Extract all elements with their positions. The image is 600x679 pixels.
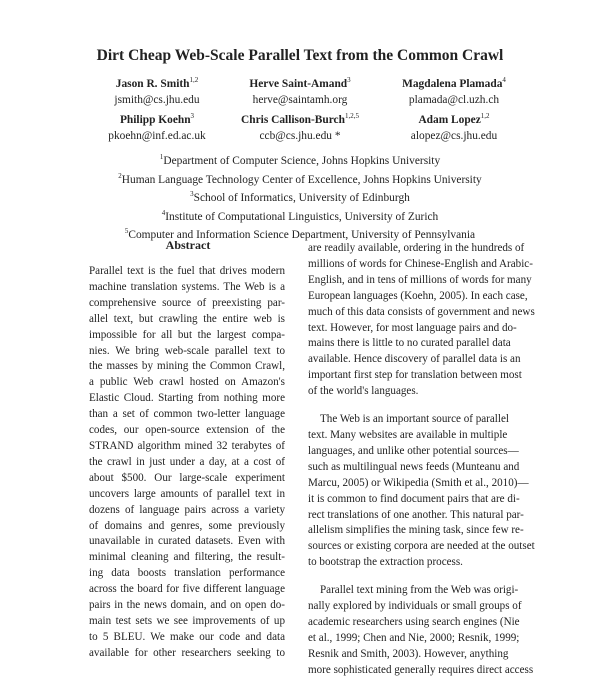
author-name: Chris Callison-Burch$^{1,2,5}$ xyxy=(241,112,359,126)
abstract-body xyxy=(89,264,285,662)
author-email: ccb@cs.jhu.edu * xyxy=(259,129,341,142)
paragraph xyxy=(308,412,535,571)
text-line: codes, our open-source extension of the xyxy=(89,424,285,437)
text-line: unavailable in curated datasets. Even with xyxy=(89,535,285,548)
text-line: European languages (Koehn, 2005). In each case, xyxy=(308,289,528,302)
affiliation-line: $^5$Computer and Information Science Department, University of Pennsylvania xyxy=(124,227,476,241)
text-line: STRAND algorithm mined 32 terabytes of xyxy=(89,439,285,452)
text-line: nally explored by individuals or small groups of xyxy=(308,600,522,613)
text-line: comprehensive source of preexisting par- xyxy=(89,296,285,309)
text-line: the masses by mining the Common Crawl, xyxy=(89,360,285,373)
text-line: nies. We bring web-scale parallel text to xyxy=(89,344,285,357)
text-line: more sophisticated generally requires direct access xyxy=(308,663,534,676)
affiliation-line: $^2$Human Language Technology Center of Excellence, Johns Hopkins University xyxy=(118,171,482,186)
text-line: academic researchers using search engines (Nie xyxy=(308,615,520,628)
text-line: rect translations of one another. This natural par- xyxy=(308,508,524,521)
abstract-heading: Abstract xyxy=(165,238,211,252)
text-line: Marcu, 2005) or Wikipedia (Smith et al., 2010)— xyxy=(308,476,529,489)
text-line: et al., 1999; Chen and Nie, 2000; Resnik, 1999; xyxy=(308,631,520,644)
text-line: important first step for translation between most xyxy=(308,369,522,382)
author-block xyxy=(369,72,539,108)
author-block xyxy=(215,72,385,108)
text-line: languages, and unlike other potential sources— xyxy=(308,444,519,457)
text-line: to bootstrap the extraction process. xyxy=(308,556,463,569)
author-email: herve@saintamh.org xyxy=(252,93,348,106)
text-line: are readily available, ordering in the hundreds of xyxy=(308,242,525,254)
text-line: mains there is little to no curated parallel data xyxy=(308,337,511,350)
text-line: allel text, but crawling the entire web is xyxy=(89,312,285,325)
text-line: text. Many websites are available in multiple xyxy=(308,428,508,441)
affiliation-line: $^1$Department of Computer Science, Johns Hopkins University xyxy=(159,153,441,167)
text-line: millions of words for Chinese-English and Arabic- xyxy=(308,257,533,270)
text-line: much of this data consists of government and news xyxy=(308,305,535,318)
text-line: minimal cleaning and filtering, the result- xyxy=(89,551,285,564)
text-line: Parallel text is the fuel that drives modern xyxy=(89,265,285,277)
text-line: of domains and genres, some previously xyxy=(89,519,285,532)
text-line: ing data boosts translation performance xyxy=(89,567,285,580)
text-line: to 5 BLEU. We make our code and data xyxy=(89,630,285,643)
paragraph-gap xyxy=(308,571,504,583)
text-line: uncovers large amounts of parallel text in xyxy=(89,487,285,500)
author-block xyxy=(215,108,385,144)
author-name: Adam Lopez$^{1,2}$ xyxy=(418,112,490,126)
text-line: available. Hence discovery of parallel data is an xyxy=(308,353,521,366)
text-line: The Web is an important source of parallel xyxy=(320,413,509,426)
text-line: allelism simplifies the mining task, since few re- xyxy=(308,524,524,537)
author-name: Philipp Koehn$^3$ xyxy=(119,112,195,126)
text-line: machine translation systems. The Web is a xyxy=(89,280,285,293)
text-line: text. However, for most language pairs and do- xyxy=(308,321,517,334)
paragraph xyxy=(308,583,534,678)
author-name: Jason R. Smith$^{1,2}$ xyxy=(115,76,199,90)
text-line: sources or existing corpora are needed at the outset xyxy=(308,540,535,553)
intro-body xyxy=(308,241,535,679)
author-name: Herve Saint-Amand$^3$ xyxy=(249,76,351,90)
author-block xyxy=(369,108,539,144)
text-line: than a set of common two-letter language xyxy=(89,408,285,421)
text-line: a public Web crawl hosted on Amazon's xyxy=(89,376,285,389)
paragraph xyxy=(308,241,535,400)
text-line: main test sets we see improvements of up xyxy=(89,614,285,627)
author-email: alopez@cs.jhu.edu xyxy=(410,129,498,142)
author-name: Magdalena Plamada$^4$ xyxy=(402,76,506,90)
author-email: plamada@cl.uzh.ch xyxy=(408,93,500,106)
text-line: English, and in tens of millions of words for many xyxy=(308,273,532,286)
affiliation-line: $^3$School of Informatics, University of Edinburgh xyxy=(190,190,410,204)
text-line: Resnik and Smith, 2003). However, anything xyxy=(308,647,509,660)
text-line: impossible for all but the largest compa- xyxy=(89,328,285,341)
text-line: Elastic Cloud. Starting from nothing more xyxy=(89,392,285,405)
affiliation-line: $^4$Institute of Computational Linguistics, University of Zurich xyxy=(161,208,439,223)
text-line: pairs in the news domain, and on open do- xyxy=(89,599,285,612)
author-email: jsmith@cs.jhu.edu xyxy=(114,93,200,106)
text-line: available for other researchers seeking to xyxy=(89,646,285,659)
text-line: dozens of language pairs across a variety xyxy=(89,503,285,516)
paragraph-gap xyxy=(308,400,504,412)
text-line: about $500. Our large-scale experiment xyxy=(89,471,285,484)
text-line: the crawl in just under a day, at a cost of xyxy=(89,455,285,468)
text-line: across the board for five different language xyxy=(89,583,285,596)
text-line: of the world's languages. xyxy=(308,385,419,398)
text-line: it is common to find document pairs that are di- xyxy=(308,492,520,505)
text-line: Parallel text mining from the Web was origi- xyxy=(320,584,519,597)
author-email: pkoehn@inf.ed.ac.uk xyxy=(108,129,206,142)
affiliations xyxy=(0,150,600,243)
paper-title: Dirt Cheap Web-Scale Parallel Text from the Common Crawl xyxy=(96,47,504,64)
text-line: such as multilingual news feeds (Munteanu and xyxy=(308,460,520,473)
